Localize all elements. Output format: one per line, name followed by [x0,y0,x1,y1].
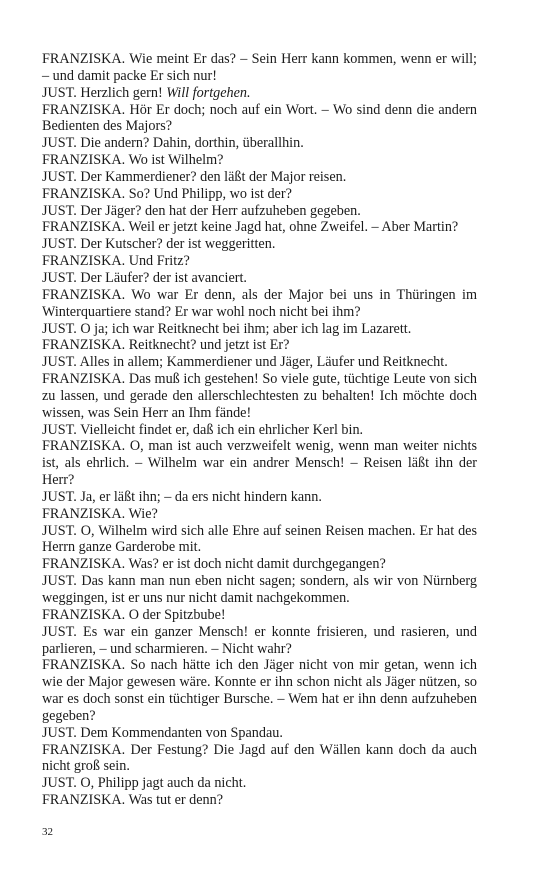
dialogue-line [42,219,477,236]
dialogue-text-block [42,51,477,809]
stage-direction: Will fortgehen. [166,84,251,101]
dialogue-text: JUST. Vielleicht findet er, daß ich ein ehrlicher Kerl bin. [42,421,364,438]
dialogue-text: FRANZISKA. Und Fritz? [42,253,190,270]
dialogue-text: FRANZISKA. Hör Er doch; noch auf ein Wort. – Wo sind denn die andern Bedienten des Majors? [42,101,477,135]
dialogue-line [42,152,477,169]
dialogue-line [42,186,477,203]
dialogue-line [42,725,477,742]
dialogue-text: JUST. O, Wilhelm wird sich alle Ehre auf seinen Reisen machen. Er hat des Herrn ganze Garderobe mit. [42,522,477,556]
dialogue-text: JUST. Das kann man nun eben nicht sagen; sondern, als wir von Nürnberg weggingen, ist er uns nur nicht damit nachgekommen. [42,573,477,606]
dialogue-line [42,438,477,489]
dialogue-text: JUST. O ja; ich war Reitknecht bei ihm; aber ich lag im Lazarett. [42,320,412,337]
dialogue-text: JUST. Der Kammerdiener? den läßt der Major reisen. [42,168,347,185]
dialogue-text: FRANZISKA. O der Spitzbube! [42,606,226,623]
dialogue-text: JUST. Alles in allem; Kammerdiener und Jäger, Läufer und Reitknecht. [42,354,448,371]
dialogue-text: JUST. Der Läufer? der ist avanciert. [42,269,247,286]
dialogue-text: FRANZISKA. Wo war Er denn, als der Major bei uns in Thüringen im Winterquartiere stand? Er war wohl noch nicht bei ihm? [42,286,477,320]
dialogue-text: FRANZISKA. Wie meint Er das? – Sein Herr kann kommen, wenn er will; – und damit packe Er sich nur! [42,51,477,84]
dialogue-text: FRANZISKA. Das muß ich gestehen! So viele gute, tüchtige Leute von sich zu lassen, und gerade den allerschlechtesten zu behalten! Ich möchte doch wissen, was Sein Herr an Ihm fände! [42,371,477,421]
dialogue-line [42,102,477,136]
dialogue-text: FRANZISKA. Wie? [42,505,158,522]
dialogue-text: FRANZISKA. Reitknecht? und jetzt ist Er? [42,337,290,354]
dialogue-line [42,203,477,220]
dialogue-text: FRANZISKA. Weil er jetzt keine Jagd hat, ohne Zweifel. – Aber Martin? [42,219,459,236]
dialogue-line [42,371,477,422]
dialogue-line [42,792,477,809]
dialogue-text: FRANZISKA. So? Und Philipp, wo ist der? [42,185,292,202]
dialogue-text: FRANZISKA. So nach hätte ich den Jäger nicht von mir getan, wenn ich wie der Major gewesen wäre. Konnte er ihn schon nicht als Jäger nützen, so war es doch sonst ein tüchtiger Bursche. – Wem hat er ihn denn aufzuheben gegeben? [42,657,477,724]
dialogue-text: JUST. Die andern? Dahin, dorthin, überallhin. [42,135,304,152]
dialogue-text: FRANZISKA. Was? er ist doch nicht damit durchgegangen? [42,556,386,573]
dialogue-line [42,51,477,85]
dialogue-line [42,506,477,523]
dialogue-text: JUST. Ja, er läßt ihn; – da ers nicht hindern kann. [42,488,322,505]
dialogue-line [42,742,477,776]
dialogue-line [42,607,477,624]
dialogue-line [42,422,477,439]
dialogue-line [42,85,477,102]
dialogue-line [42,573,477,607]
dialogue-text: JUST. Dem Kommendanten von Spandau. [42,724,283,741]
dialogue-line [42,354,477,371]
dialogue-text: FRANZISKA. O, man ist auch verzweifelt wenig, wenn man weiter nichts ist, als ehrlich. – Wilhelm war ein andrer Mensch! – Reisen läßt ihn der Herr? [42,438,477,489]
dialogue-text: FRANZISKA. Der Festung? Die Jagd auf den Wällen kann doch da auch nicht groß sein. [42,741,477,775]
dialogue-line [42,523,477,557]
dialogue-text: JUST. O, Philipp jagt auch da nicht. [42,775,247,792]
dialogue-text: FRANZISKA. Was tut er denn? [42,792,224,809]
dialogue-line [42,321,477,338]
dialogue-line [42,169,477,186]
dialogue-line [42,337,477,354]
dialogue-line [42,270,477,287]
dialogue-line [42,236,477,253]
dialogue-line [42,135,477,152]
dialogue-line [42,253,477,270]
dialogue-text: JUST. Herzlich gern! [42,84,167,101]
dialogue-line [42,624,477,658]
dialogue-text: JUST. Der Kutscher? der ist weggeritten. [42,236,276,253]
dialogue-line [42,287,477,321]
dialogue-line [42,775,477,792]
dialogue-text: JUST. Der Jäger? den hat der Herr aufzuheben gegeben. [42,202,361,219]
page-number: 32 [42,826,53,838]
dialogue-line [42,556,477,573]
dialogue-line [42,489,477,506]
dialogue-text: JUST. Es war ein ganzer Mensch! er konnte frisieren, und rasieren, und parlieren, – und scharmieren. – Nicht wahr? [42,623,477,657]
dialogue-line [42,657,477,724]
dialogue-text: FRANZISKA. Wo ist Wilhelm? [42,152,224,169]
